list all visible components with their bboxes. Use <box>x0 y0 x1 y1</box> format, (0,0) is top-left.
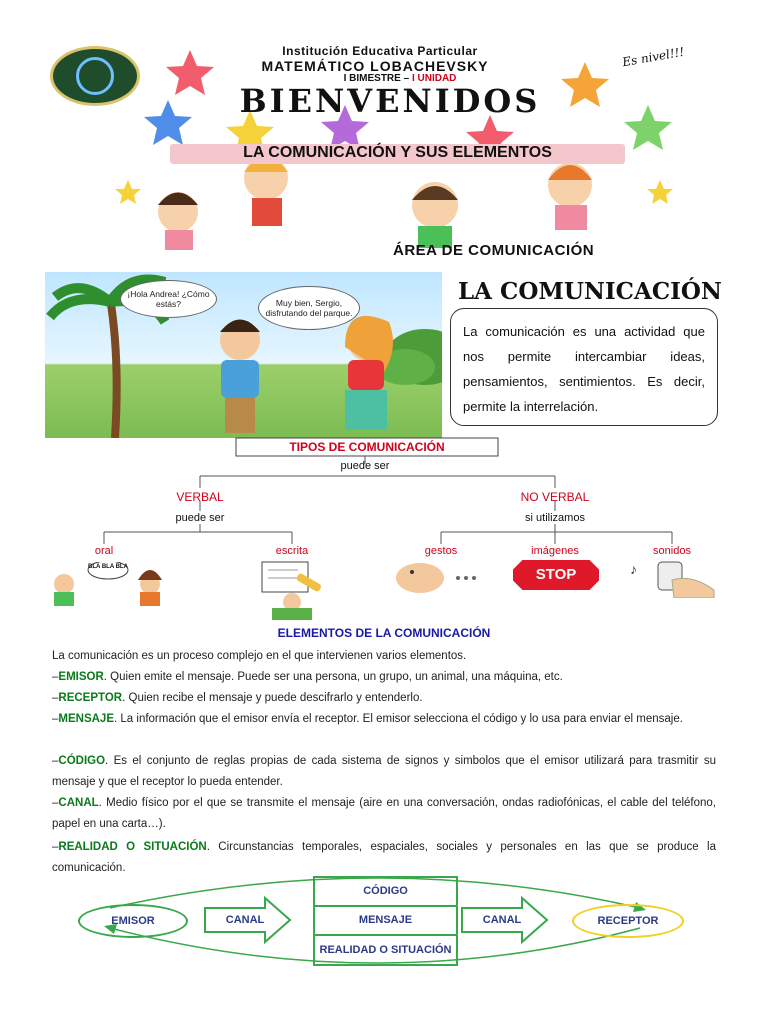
elemento-desc: . Es el conjunto de reglas propias de cada sistema de signos y simbolos que el emisor utilizará para trasmitir su mensaje y que el receptor lo pueda entender. <box>52 755 716 788</box>
no-verbal-sub: si utilizamos <box>525 512 585 524</box>
elemento-receptor: –RECEPTOR. Quien recibe el mensaje y puede descifrarlo y entenderlo. <box>52 692 423 704</box>
elemento-canal: –CANAL. Medio físico por el que se transmite el mensaje (aire en una conversación, ondas radiofónicas, el cable del teléfono, papel en una carta…). <box>52 797 716 830</box>
elemento-key: CANAL <box>58 797 99 809</box>
emisor-node: EMISOR <box>78 904 188 938</box>
codigo-node: CÓDIGO <box>315 878 456 907</box>
reading-child-icon <box>258 592 328 622</box>
speech-bubble-boy: ¡Hola Andrea! ¿Cómo estás? <box>120 280 217 318</box>
elemento-desc: . La información que el emisor envía el receptor. El emisor selecciona el código y lo usa para enviar el mensaje. <box>114 713 683 725</box>
gesture-face-icon <box>392 560 487 596</box>
receptor-node: RECEPTOR <box>572 904 684 938</box>
elemento-realidad: –REALIDAD O SITUACIÓN. Circunstancias temporales, espaciales, sociales y personales en las que se produce la comunicación. <box>52 841 717 874</box>
tipos-title: TIPOS DE COMUNICACIÓN <box>289 440 445 454</box>
elemento-key: RECEPTOR <box>58 692 123 704</box>
elemento-key: MENSAJE <box>58 713 115 725</box>
elemento-mensaje: –MENSAJE. La información que el emisor envía el receptor. El emisor selecciona el código y lo usa para enviar el mensaje. <box>52 713 683 725</box>
bienvenidos-banner: BIENVENIDOS <box>239 82 541 120</box>
elemento-emisor: –EMISOR. Quien emite el mensaje. Puede ser una persona, un grupo, un animal, una máquina, etc. <box>52 671 563 683</box>
message-stack <box>313 876 458 966</box>
tipos-puede-ser: puede ser <box>340 460 390 472</box>
definition-box: La comunicación es una actividad que nos permite intercambiar ideas, pensamientos, sentimientos. Es decir, permite la interrelación. <box>450 308 718 426</box>
speech-bubble-girl: Muy bien, Sergio, disfrutando del parque. <box>258 286 360 330</box>
elemento-desc: . Quien emite el mensaje. Puede ser una persona, un grupo, un animal, una máquina, etc. <box>103 671 563 683</box>
bimestre-text: I BIMESTRE – <box>343 73 410 84</box>
sound-doorbell-icon <box>628 558 718 598</box>
escrita-label: escrita <box>275 545 309 557</box>
elemento-desc: . Quien recibe el mensaje y puede descifrarlo y entenderlo. <box>122 692 423 704</box>
svg-text:♪: ♪ <box>630 561 637 577</box>
realidad-node: REALIDAD O SITUACIÓN <box>319 944 452 956</box>
canal-right-node: CANAL <box>482 914 522 926</box>
institution-name-line1: Institución Educativa Particular <box>282 44 478 58</box>
area-label: ÁREA DE COMUNICACIÓN <box>393 242 595 259</box>
mensaje-node: MENSAJE <box>315 907 456 936</box>
verbal-label: VERBAL <box>176 490 224 504</box>
topic-title: LA COMUNICACIÓN Y SUS ELEMENTOS <box>243 144 552 161</box>
es-nivel-tag: Es nivel!!! <box>621 44 686 70</box>
institution-name-line2: MATEMÁTICO LOBACHEVSKY <box>261 58 489 74</box>
elementos-title: ELEMENTOS DE LA COMUNICACIÓN <box>277 626 491 640</box>
elemento-key: REALIDAD O SITUACIÓN <box>58 841 207 853</box>
oral-label: oral <box>94 545 114 557</box>
park-conversation-illustration <box>45 272 442 438</box>
elementos-intro: La comunicación es un proceso complejo en el que intervienen varios elementos. <box>52 650 467 662</box>
elemento-desc: . Medio físico por el que se transmite el mensaje (aire en una conversación, ondas radiofónicas, el cable del teléfono, papel en una carta…). <box>52 797 716 830</box>
imagenes-label: imágenes <box>531 545 579 557</box>
no-verbal-label: NO VERBAL <box>520 490 590 504</box>
elemento-key: CÓDIGO <box>58 755 106 767</box>
canal-left-node: CANAL <box>225 914 265 926</box>
elemento-desc: . Circunstancias temporales, espaciales, sociales y personales en las que se produce la comunicación. <box>52 841 717 874</box>
blabla-text: BLA BLA BLA <box>88 564 128 570</box>
gestos-label: gestos <box>424 545 458 557</box>
park-scene-art <box>45 272 442 438</box>
stop-text: STOP <box>535 566 577 583</box>
kids-illustration <box>158 156 592 250</box>
sonidos-label: sonidos <box>653 545 691 557</box>
unidad-text: I UNIDAD <box>411 73 457 84</box>
elemento-key: EMISOR <box>58 671 104 683</box>
elemento-codigo: –CÓDIGO. Es el conjunto de reglas propias de cada sistema de signos y simbolos que el emisor utilizará para trasmitir su mensaje y que el receptor lo pueda entender. <box>52 755 716 788</box>
definition-title: LA COMUNICACIÓN <box>458 278 722 305</box>
verbal-sub: puede ser <box>175 512 225 524</box>
